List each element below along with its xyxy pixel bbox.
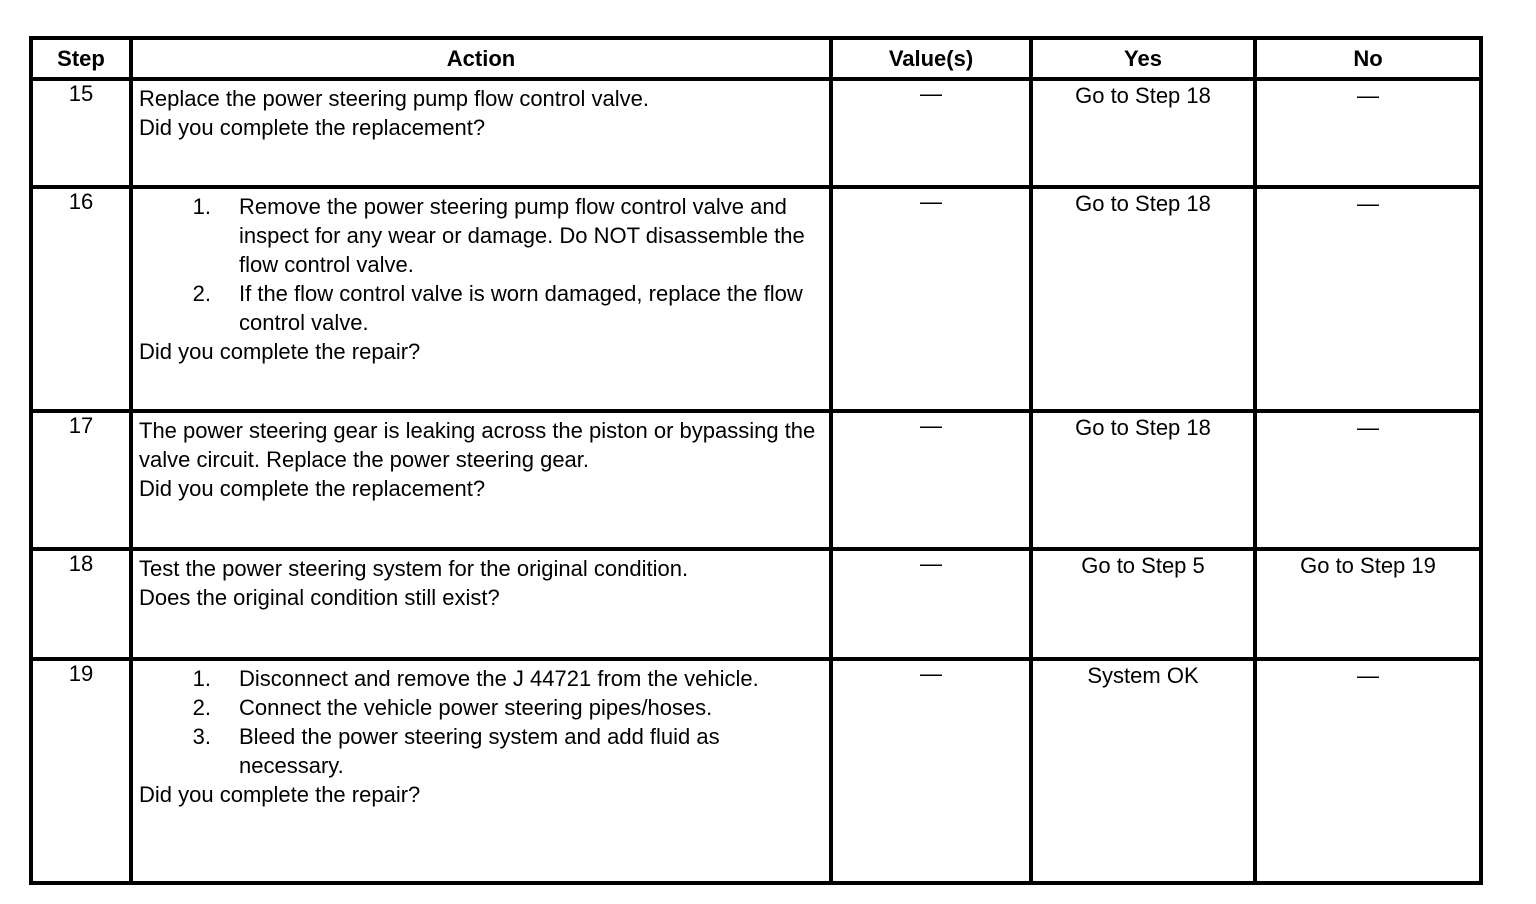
list-item-text: If the flow control valve is worn damaged, replace the flow control valve. [239, 281, 803, 335]
no-cell: — [1255, 411, 1481, 549]
action-cell [131, 187, 831, 411]
yes-cell: Go to Step 18 [1031, 411, 1255, 549]
list-item [139, 664, 823, 693]
action-cell [131, 659, 831, 883]
list-item-text: Disconnect and remove the J 44721 from the vehicle. [239, 666, 759, 691]
table-row [31, 187, 1481, 411]
yes-cell: Go to Step 18 [1031, 79, 1255, 187]
header-values: Value(s) [831, 38, 1031, 79]
list-item-number: 1. [192, 666, 211, 691]
no-cell: — [1255, 659, 1481, 883]
no-cell: — [1255, 187, 1481, 411]
yes-cell: Go to Step 5 [1031, 549, 1255, 659]
action-question: Did you complete the replacement? [139, 476, 486, 501]
value-cell: — [831, 79, 1031, 187]
list-item [139, 192, 823, 279]
table-row [31, 411, 1481, 549]
header-row [31, 38, 1481, 79]
list-item [139, 693, 823, 722]
yes-cell: Go to Step 18 [1031, 187, 1255, 411]
action-steps-list [139, 664, 823, 780]
list-item [139, 722, 823, 780]
action-cell [131, 411, 831, 549]
header-yes: Yes [1031, 38, 1255, 79]
list-item-text: Connect the vehicle power steering pipes/hoses. [239, 695, 713, 720]
action-text: The power steering gear is leaking across the piston or bypassing the valve circuit. Replace the power steering gear. [139, 418, 816, 472]
action-cell [131, 79, 831, 187]
action-cell [131, 549, 831, 659]
value-cell: — [831, 187, 1031, 411]
action-question: Did you complete the repair? [139, 782, 421, 807]
step-number: 17 [31, 411, 131, 549]
action-steps-list [139, 192, 823, 337]
step-number: 18 [31, 549, 131, 659]
diagnostic-steps-table [29, 36, 1483, 885]
list-item-number: 2. [192, 281, 211, 306]
step-number: 16 [31, 187, 131, 411]
action-question: Does the original condition still exist? [139, 585, 500, 610]
list-item-text: Remove the power steering pump flow control valve and inspect for any wear or damage. Do NOT disassemble the flow control valve. [239, 194, 805, 277]
no-cell: — [1255, 79, 1481, 187]
no-cell: Go to Step 19 [1255, 549, 1481, 659]
step-number: 19 [31, 659, 131, 883]
value-cell: — [831, 411, 1031, 549]
action-text: Test the power steering system for the original condition. [139, 556, 689, 581]
list-item-number: 3. [192, 724, 211, 749]
value-cell: — [831, 659, 1031, 883]
list-item-number: 2. [192, 695, 211, 720]
table-row [31, 79, 1481, 187]
yes-cell: System OK [1031, 659, 1255, 883]
list-item-text: Bleed the power steering system and add fluid as necessary. [239, 724, 720, 778]
header-no: No [1255, 38, 1481, 79]
value-cell: — [831, 549, 1031, 659]
step-number: 15 [31, 79, 131, 187]
list-item [139, 279, 823, 337]
action-question: Did you complete the repair? [139, 339, 421, 364]
header-action: Action [131, 38, 831, 79]
list-item-number: 1. [192, 194, 211, 219]
table-row [31, 549, 1481, 659]
action-text: Replace the power steering pump flow control valve. [139, 86, 649, 111]
table-row [31, 659, 1481, 883]
header-step: Step [31, 38, 131, 79]
action-question: Did you complete the replacement? [139, 115, 486, 140]
